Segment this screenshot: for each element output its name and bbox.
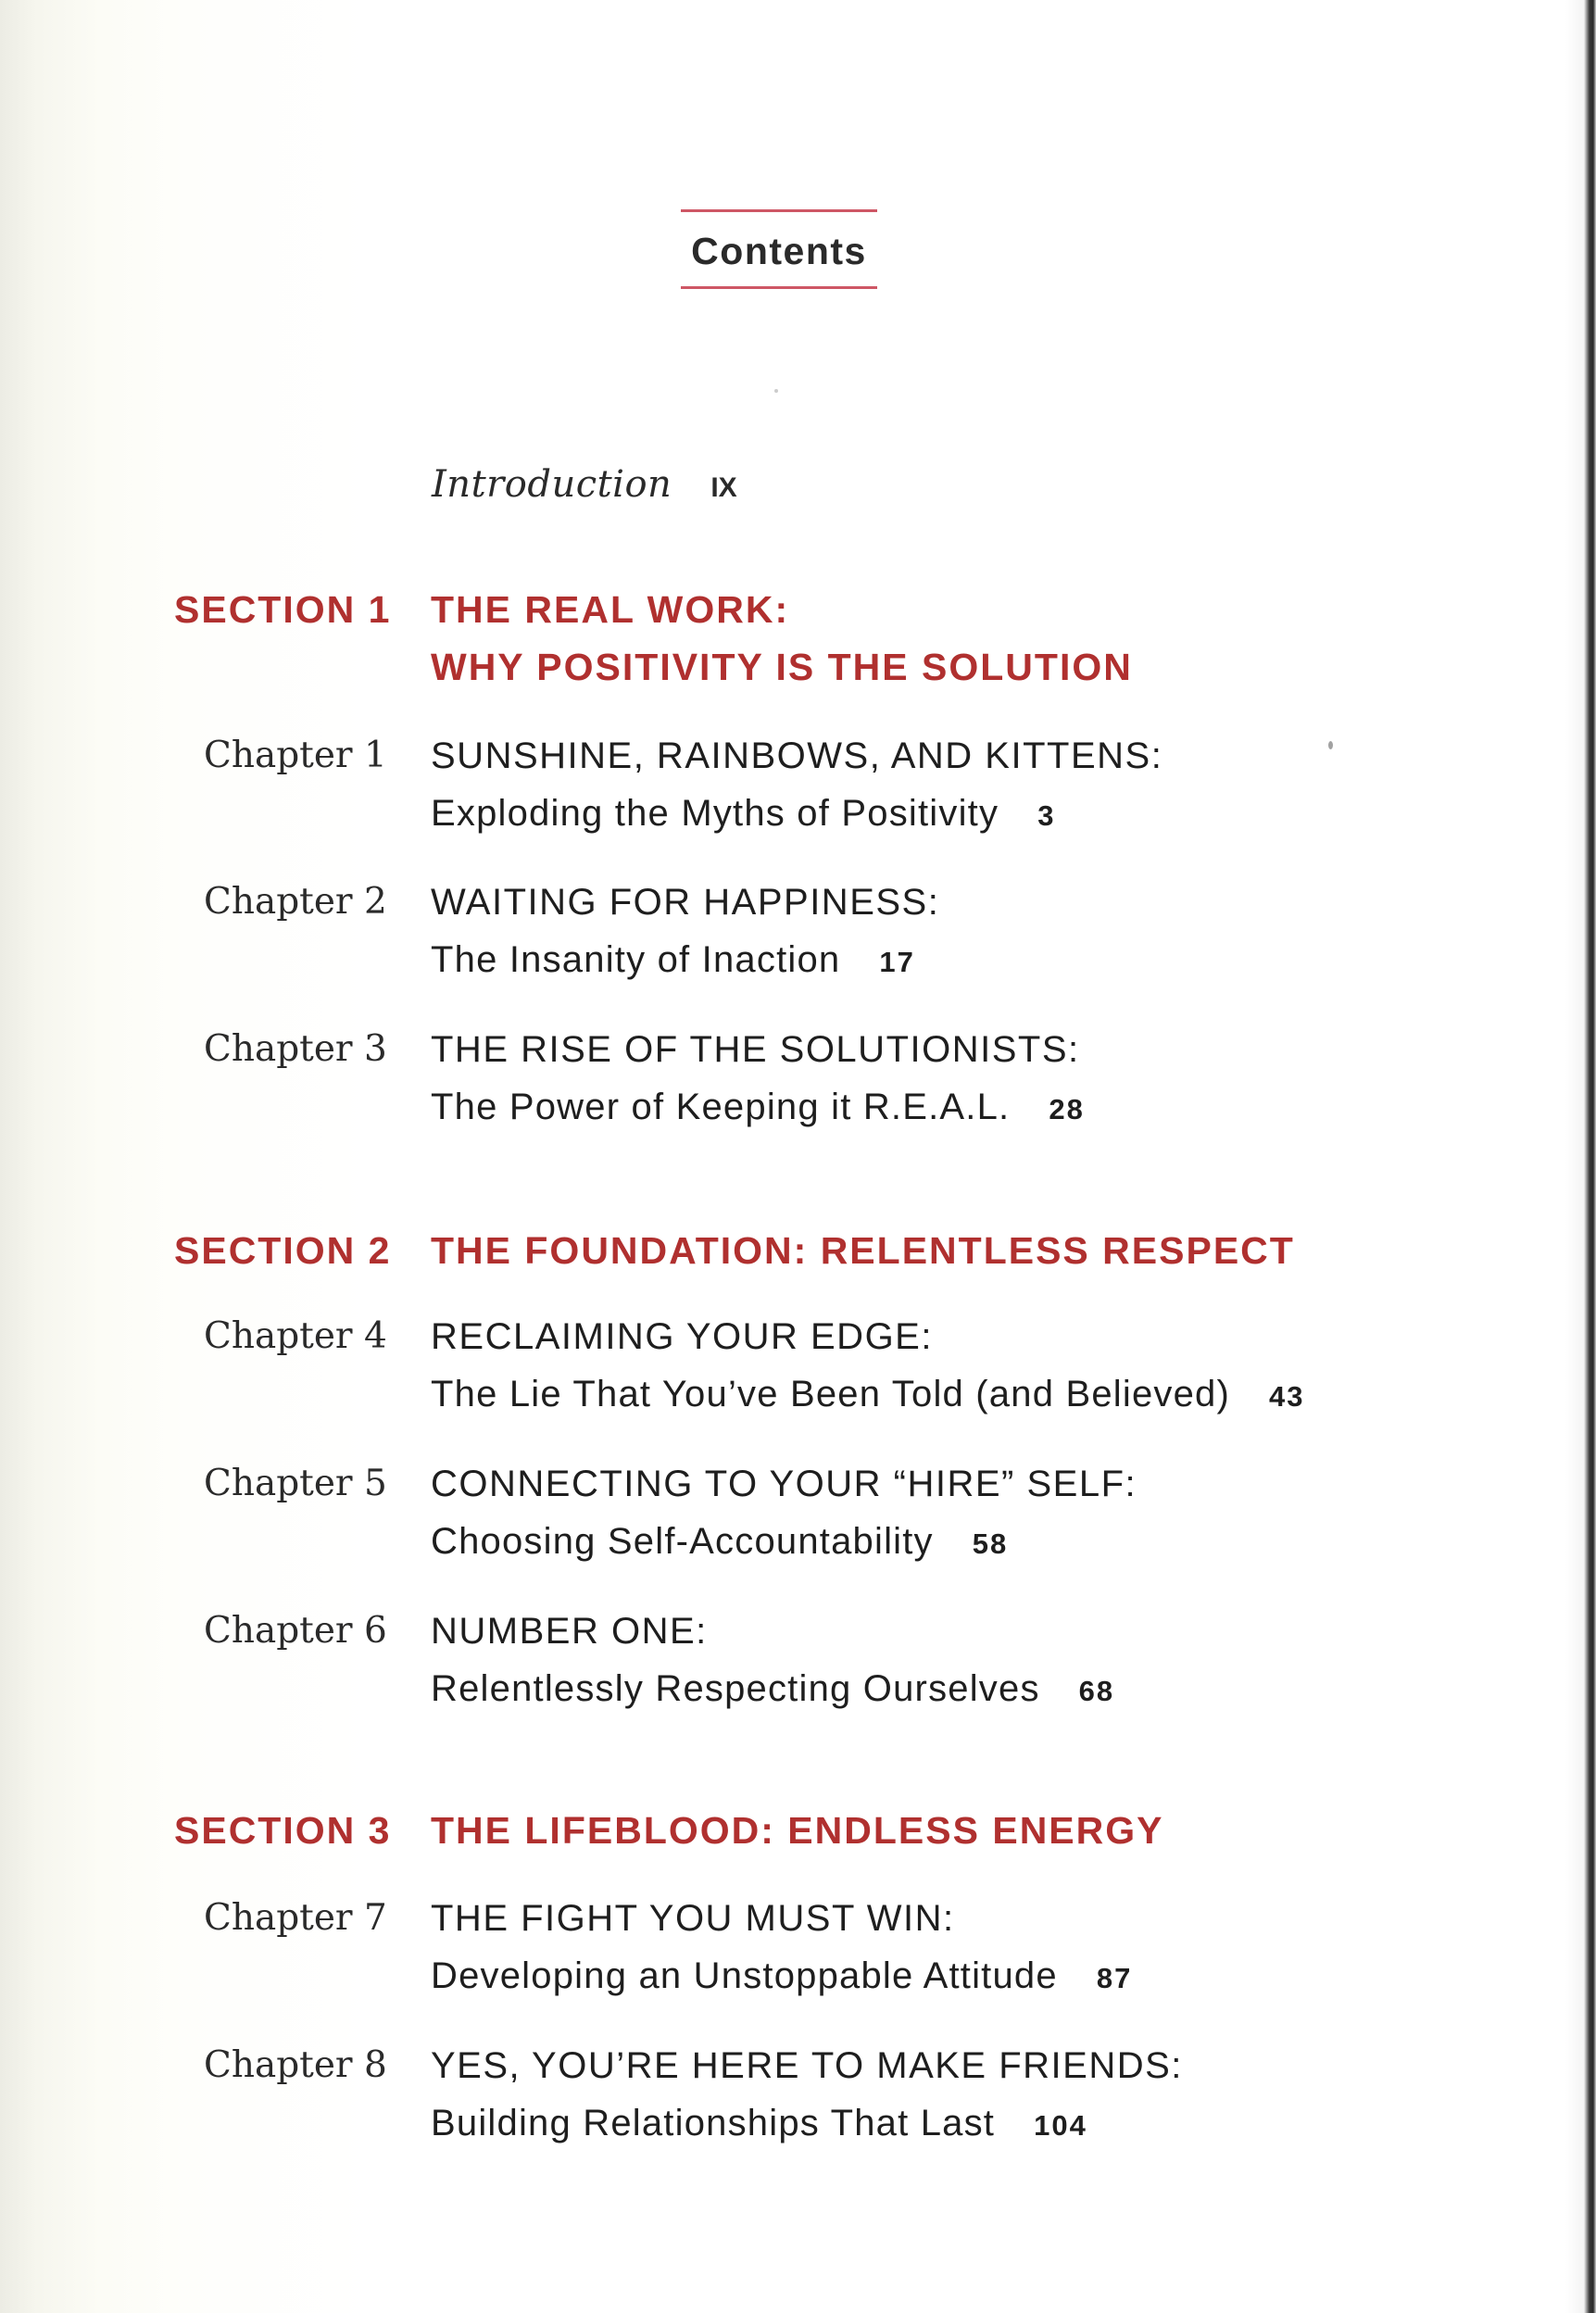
top-rule bbox=[681, 209, 877, 212]
chapter-label: Chapter 3 bbox=[204, 1028, 387, 1070]
section-title-line: WHY POSITIVITY IS THE SOLUTION bbox=[431, 646, 1133, 688]
chapter-title: SUNSHINE, RAINBOWS, AND KITTENS: bbox=[431, 735, 1163, 776]
chapter-3-entry[interactable] bbox=[204, 1021, 1085, 1138]
chapter-subtitle-text: Choosing Self-Accountability bbox=[431, 1521, 934, 1562]
chapter-subtitle-text: The Power of Keeping it R.E.A.L. bbox=[431, 1087, 1011, 1127]
chapter-title: THE RISE OF THE SOLUTIONISTS: bbox=[431, 1029, 1080, 1070]
chapter-subtitle-text: The Lie That You’ve Been Told (and Believed) bbox=[431, 1374, 1231, 1414]
chapter-4-entry[interactable] bbox=[204, 1308, 1305, 1426]
chapter-subtitle bbox=[431, 785, 1162, 845]
page-number: 3 bbox=[1037, 799, 1056, 832]
section-title-line: THE FOUNDATION: RELENTLESS RESPECT bbox=[431, 1229, 1295, 1272]
page-number: 43 bbox=[1269, 1380, 1305, 1413]
chapter-label: Chapter 6 bbox=[204, 1610, 387, 1652]
page-number: 68 bbox=[1078, 1675, 1115, 1707]
chapter-title: NUMBER ONE: bbox=[431, 1611, 708, 1652]
page-title: Contents bbox=[691, 230, 867, 272]
section-label: SECTION 3 bbox=[174, 1809, 392, 1852]
scan-speck bbox=[774, 389, 778, 393]
chapter-subtitle-text: Developing an Unstoppable Attitude bbox=[431, 1955, 1058, 1996]
bottom-rule bbox=[681, 286, 877, 289]
chapter-8-entry[interactable] bbox=[204, 2037, 1183, 2155]
introduction-entry[interactable] bbox=[432, 463, 737, 506]
chapter-subtitle bbox=[431, 931, 939, 991]
chapter-1-entry[interactable] bbox=[204, 727, 1162, 845]
chapter-subtitle-text: Exploding the Myths of Positivity bbox=[431, 793, 999, 834]
chapter-subtitle bbox=[431, 1947, 1132, 2007]
chapter-6-entry[interactable] bbox=[204, 1603, 1114, 1720]
chapter-subtitle bbox=[431, 1513, 1137, 1573]
scan-speck bbox=[1328, 741, 1333, 749]
section-label: SECTION 2 bbox=[174, 1229, 392, 1272]
chapter-label: Chapter 8 bbox=[204, 2044, 387, 2086]
page-number: 17 bbox=[879, 946, 915, 978]
chapter-title: WAITING FOR HAPPINESS: bbox=[431, 882, 940, 923]
chapter-subtitle bbox=[431, 1078, 1085, 1138]
chapter-5-entry[interactable] bbox=[204, 1455, 1137, 1573]
page-number: 87 bbox=[1096, 1962, 1133, 1994]
chapter-subtitle bbox=[431, 1660, 1114, 1720]
section-3-heading bbox=[174, 1802, 1164, 1859]
chapter-title: CONNECTING TO YOUR “HIRE” SELF: bbox=[431, 1464, 1137, 1504]
chapter-title: RECLAIMING YOUR EDGE: bbox=[431, 1316, 933, 1357]
chapter-subtitle-text: Relentlessly Respecting Ourselves bbox=[431, 1668, 1040, 1709]
section-title bbox=[431, 1802, 1164, 1859]
chapter-label: Chapter 5 bbox=[204, 1463, 387, 1504]
chapter-label: Chapter 4 bbox=[204, 1315, 387, 1357]
section-title-line: THE REAL WORK: bbox=[431, 588, 790, 631]
chapter-label: Chapter 1 bbox=[204, 735, 387, 776]
chapter-subtitle bbox=[431, 1365, 1305, 1426]
page-number: 104 bbox=[1034, 2109, 1087, 2142]
section-1-heading bbox=[174, 581, 1133, 696]
introduction-page-number: IX bbox=[710, 472, 737, 503]
section-title-line: THE LIFEBLOOD: ENDLESS ENERGY bbox=[431, 1809, 1164, 1852]
page-number: 28 bbox=[1049, 1093, 1085, 1125]
section-label: SECTION 1 bbox=[174, 588, 392, 631]
chapter-title: THE FIGHT YOU MUST WIN: bbox=[431, 1898, 955, 1939]
chapter-label: Chapter 2 bbox=[204, 881, 387, 923]
chapter-7-entry[interactable] bbox=[204, 1890, 1132, 2007]
page-number: 58 bbox=[972, 1527, 1009, 1560]
chapter-label: Chapter 7 bbox=[204, 1897, 387, 1939]
chapter-title: YES, YOU’RE HERE TO MAKE FRIENDS: bbox=[431, 2045, 1183, 2086]
section-title bbox=[431, 581, 1133, 696]
contents-heading bbox=[681, 209, 877, 289]
chapter-2-entry[interactable] bbox=[204, 874, 939, 991]
chapter-subtitle bbox=[431, 2094, 1183, 2155]
section-2-heading bbox=[174, 1222, 1295, 1279]
introduction-label: Introduction bbox=[432, 463, 672, 506]
chapter-subtitle-text: Building Relationships That Last bbox=[431, 2103, 996, 2143]
section-title bbox=[431, 1222, 1295, 1279]
chapter-subtitle-text: The Insanity of Inaction bbox=[431, 939, 841, 980]
